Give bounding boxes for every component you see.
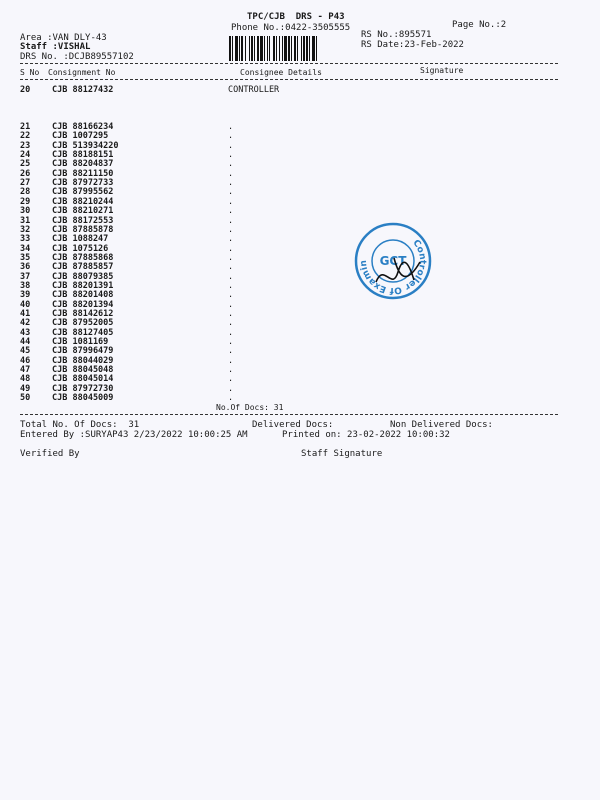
row-sno: 39 xyxy=(20,290,31,301)
row-sno: 21 xyxy=(20,122,31,132)
row-details: . xyxy=(228,280,234,291)
verified-by: Verified By xyxy=(20,449,80,459)
row-details: . xyxy=(228,318,234,329)
row-consignment: CJB 88201391 xyxy=(52,280,114,291)
entered-by: Entered By :SURYAP43 2/23/2022 10:00:25 AM xyxy=(20,430,248,440)
rs-date: RS Date:23-Feb-2022 xyxy=(361,40,464,50)
row-consignment: CJB 88079385 xyxy=(52,271,114,282)
row-sno: 28 xyxy=(20,187,31,198)
row-consignment: CJB 513934220 xyxy=(52,140,119,151)
row-details: . xyxy=(228,309,234,319)
row-sno: 44 xyxy=(20,337,31,348)
row-consignment: CJB 87885878 xyxy=(52,224,114,235)
row-details: . xyxy=(228,365,234,376)
row-consignment: CJB 1007295 xyxy=(52,131,109,142)
seal-stamp-icon xyxy=(354,222,432,300)
row-details: . xyxy=(228,168,234,179)
row-sno: 38 xyxy=(20,280,31,291)
row-sno: 20 xyxy=(20,85,31,95)
no-of-docs: No.Of Docs: 31 xyxy=(216,403,284,412)
row-sno: 42 xyxy=(20,318,31,329)
row-consignment: CJB 88201394 xyxy=(52,299,114,310)
row-details: . xyxy=(228,206,234,217)
header-divider xyxy=(20,63,558,64)
row-sno: 43 xyxy=(20,327,31,338)
row-details: . xyxy=(228,290,234,301)
delivered-docs: Delivered Docs: xyxy=(252,420,334,430)
printed-on: Printed on: 23-02-2022 10:00:32 xyxy=(282,430,450,440)
row-details: . xyxy=(228,299,234,310)
row-details: . xyxy=(228,374,234,385)
row-details: . xyxy=(228,140,234,151)
row-sno: 46 xyxy=(20,355,31,366)
row-consignment: CJB 87972733 xyxy=(52,178,114,189)
column-header-consignee: Consignee Details xyxy=(240,68,322,77)
column-header-signature: Signature xyxy=(420,66,464,75)
row-sno: 31 xyxy=(20,215,31,226)
stamp-center-text: GCT xyxy=(379,254,407,268)
row-sno: 49 xyxy=(20,383,31,394)
row-details: . xyxy=(228,215,234,226)
row-details: . xyxy=(228,346,234,357)
row-sno: 45 xyxy=(20,346,31,357)
row-consignment: CJB 88127432 xyxy=(52,85,114,95)
row-sno: 23 xyxy=(20,140,31,151)
row-sno: 36 xyxy=(20,262,31,273)
row-consignment: CJB 88045048 xyxy=(52,365,114,376)
row-sno: 22 xyxy=(20,131,31,142)
row-details: . xyxy=(228,271,234,282)
row-sno: 47 xyxy=(20,365,31,376)
row-details: . xyxy=(228,131,234,142)
stamp-ring-text: Controller Of Examin xyxy=(358,238,428,296)
row-consignment: CJB 87996479 xyxy=(52,346,114,357)
footer-divider xyxy=(20,414,558,415)
row-sno: 26 xyxy=(20,168,31,179)
row-sno: 37 xyxy=(20,271,31,282)
rs-number: RS No.:895571 xyxy=(361,30,432,40)
page-number: Page No.:2 xyxy=(452,20,507,30)
row-details: . xyxy=(228,234,234,245)
row-sno: 48 xyxy=(20,374,31,385)
drs-number: DRS No. :DCJB89557102 xyxy=(20,52,134,62)
row-details: . xyxy=(228,327,234,338)
row-details: . xyxy=(228,159,234,170)
row-sno: 33 xyxy=(20,234,31,245)
row-consignment: CJB 88210244 xyxy=(52,196,114,207)
row-sno: 24 xyxy=(20,150,31,161)
row-consignment: CJB 88210271 xyxy=(52,206,114,217)
row-details: CONTROLLER xyxy=(228,85,280,95)
row-consignment: CJB 88127405 xyxy=(52,327,114,338)
document-title: TPC/CJB DRS - P43 xyxy=(247,12,345,22)
row-details: . xyxy=(228,337,234,348)
row-consignment: CJB 88166234 xyxy=(52,122,114,132)
row-consignment: CJB 87885868 xyxy=(52,252,114,263)
row-sno: 29 xyxy=(20,196,31,207)
row-consignment: CJB 87995562 xyxy=(52,187,114,198)
row-consignment: CJB 1075126 xyxy=(52,243,109,254)
row-details: . xyxy=(228,150,234,161)
row-consignment: CJB 1081169 xyxy=(52,337,109,348)
row-sno: 25 xyxy=(20,159,31,170)
row-consignment: CJB 88201408 xyxy=(52,290,114,301)
row-details: . xyxy=(228,196,234,207)
row-consignment: CJB 88044029 xyxy=(52,355,114,366)
row-sno: 41 xyxy=(20,309,31,319)
row-consignment: CJB 88172553 xyxy=(52,215,114,226)
row-sno: 27 xyxy=(20,178,31,189)
area-label: Area :VAN DLY-43 xyxy=(20,33,107,43)
row-consignment: CJB 87952005 xyxy=(52,318,114,329)
column-header-sno: S No xyxy=(20,68,40,77)
row-details: . xyxy=(228,252,234,263)
row-consignment: CJB 88211150 xyxy=(52,168,114,179)
non-delivered-docs: Non Delivered Docs: xyxy=(390,420,493,430)
row-details: . xyxy=(228,393,234,404)
row-consignment: CJB 1088247 xyxy=(52,234,109,245)
phone-number: Phone No.:0422-3505555 xyxy=(231,23,351,33)
row-details: . xyxy=(228,224,234,235)
row-details: . xyxy=(228,262,234,273)
row-sno: 40 xyxy=(20,299,31,310)
row-sno: 35 xyxy=(20,252,31,263)
column-divider xyxy=(20,79,558,80)
row-consignment: CJB 87885857 xyxy=(52,262,114,273)
staff-label: Staff :VISHAL xyxy=(20,42,91,52)
row-sno: 34 xyxy=(20,243,31,254)
row-consignment: CJB 87972730 xyxy=(52,383,114,394)
row-consignment: CJB 88142612 xyxy=(52,309,114,319)
table-row xyxy=(0,85,600,95)
row-details: . xyxy=(228,122,234,132)
row-details: . xyxy=(228,187,234,198)
staff-signature: Staff Signature xyxy=(301,449,383,459)
total-docs: Total No. Of Docs: 31 xyxy=(20,420,140,430)
barcode-icon xyxy=(229,36,354,61)
row-consignment: CJB 88045014 xyxy=(52,374,114,385)
row-sno: 30 xyxy=(20,206,31,217)
row-consignment: CJB 88045009 xyxy=(52,393,114,404)
column-header-consignment: Consignment No xyxy=(48,68,116,77)
row-sno: 50 xyxy=(20,393,31,404)
row-details: . xyxy=(228,243,234,254)
row-details: . xyxy=(228,355,234,366)
row-consignment: CJB 88204837 xyxy=(52,159,114,170)
row-details: . xyxy=(228,178,234,189)
row-consignment: CJB 88188151 xyxy=(52,150,114,161)
row-details: . xyxy=(228,383,234,394)
row-sno: 32 xyxy=(20,224,31,235)
table-row xyxy=(0,393,600,403)
